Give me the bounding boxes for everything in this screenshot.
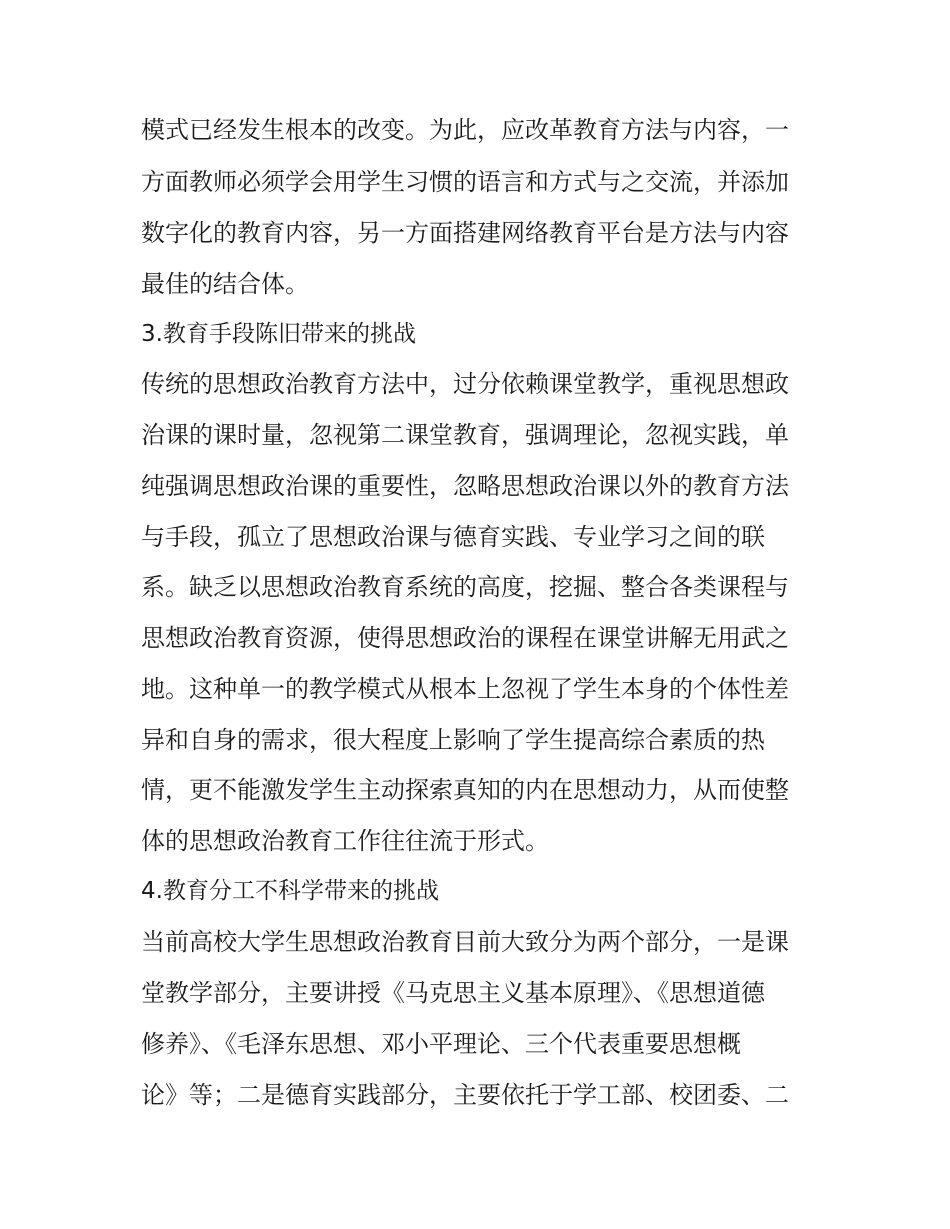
text-line: 方面教师必须学会用学生习惯的语言和方式与之交流，并添加: [141, 168, 789, 196]
text-line: 传统的思想政治教育方法中，过分依赖课堂教学，重视思想政: [141, 370, 789, 398]
text-line: 体的思想政治教育工作往往流于形式。: [141, 827, 549, 855]
text-line: 当前高校大学生思想政治教育目前大致分为两个部分，一是课: [141, 928, 789, 956]
text-line: 纯强调思想政治课的重要性，忽略思想政治课以外的教育方法: [141, 472, 789, 500]
text-line: 数字化的教育内容，另一方面搭建网络教育平台是方法与内容: [141, 219, 789, 247]
text-line: 最佳的结合体。: [141, 270, 309, 298]
section-heading-3: 3.教育手段陈旧带来的挑战: [141, 321, 416, 347]
text-line: 系。缺乏以思想政治教育系统的高度，挖掘、整合各类课程与: [141, 573, 789, 601]
text-line: 论》等；二是德育实践部分，主要依托于学工部、校团委、二: [141, 1081, 789, 1109]
text-line: 情，更不能激发学生主动探索真知的内在思想动力，从而使整: [141, 776, 789, 804]
text-line: 地。这种单一的教学模式从根本上忽视了学生本身的个体性差: [141, 675, 789, 703]
text-line: 模式已经发生根本的改变。为此，应改革教育方法与内容，一: [141, 116, 789, 144]
text-line: 修养》、《毛泽东思想、邓小平理论、三个代表重要思想概: [141, 1030, 741, 1058]
text-line: 堂教学部分，主要讲授《马克思主义基本原理》、《思想道德: [141, 979, 765, 1007]
text-line: 与手段，孤立了思想政治课与德育实践、专业学习之间的联: [141, 523, 765, 551]
text-line: 异和自身的需求，很大程度上影响了学生提高综合素质的热: [141, 726, 765, 754]
text-line: 治课的课时量，忽视第二课堂教育，强调理论，忽视实践，单: [141, 421, 789, 449]
section-heading-4: 4.教育分工不科学带来的挑战: [141, 878, 439, 904]
text-line: 思想政治教育资源，使得思想政治的课程在课堂讲解无用武之: [141, 624, 789, 652]
